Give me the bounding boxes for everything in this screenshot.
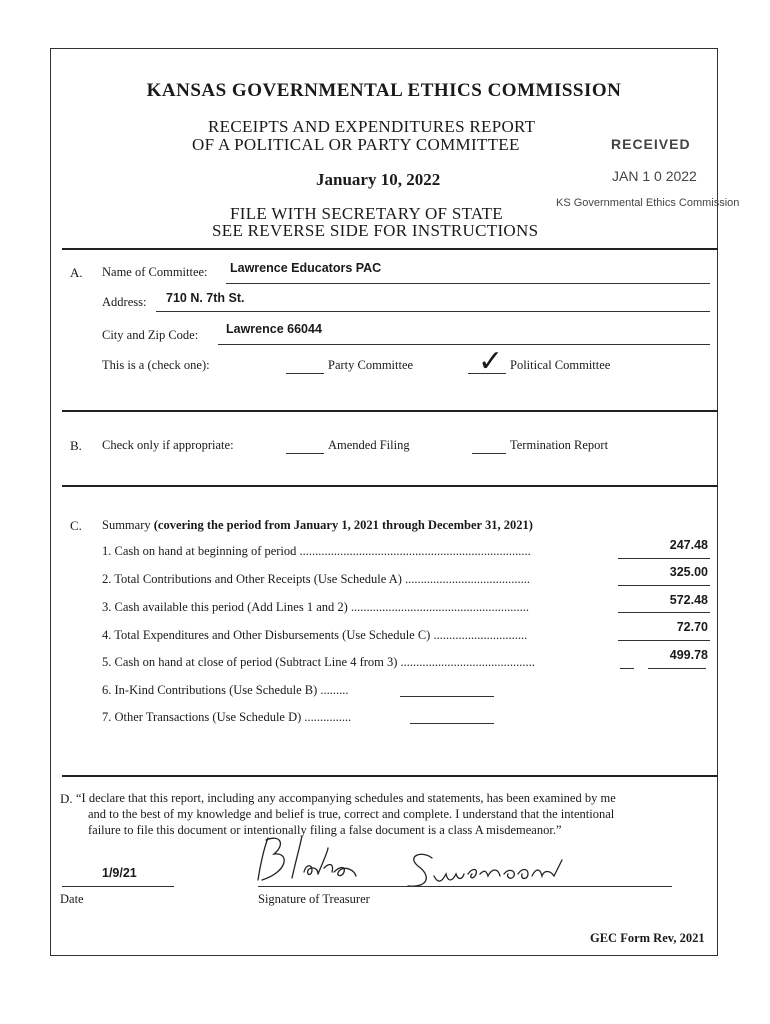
party-committee-checkbox[interactable]	[286, 373, 324, 374]
summary-line-6-label: 6. In-Kind Contributions (Use Schedule B) .........	[102, 683, 349, 697]
city-zip-line	[218, 344, 710, 345]
divider	[62, 248, 718, 250]
termination-report-label: Termination Report	[510, 438, 609, 452]
date-value[interactable]: 1/9/21	[102, 866, 137, 880]
summary-line-5-underline	[648, 668, 706, 669]
committee-name-label: Name of Committee:	[102, 265, 208, 279]
summary-line-5-underline-left	[620, 668, 634, 669]
summary-line-2-amount[interactable]: 325.00	[669, 565, 708, 579]
committee-name-value[interactable]: Lawrence Educators PAC	[230, 261, 382, 275]
summary-line-4-amount[interactable]: 72.70	[676, 620, 708, 634]
section-b-letter: B.	[70, 438, 82, 453]
report-title-line2: OF A POLITICAL OR PARTY COMMITTEE	[192, 135, 520, 154]
declaration-line-3: failure to file this document or intentionally filing a false document is a class A misdemeanor.”	[88, 823, 562, 837]
termination-report-checkbox[interactable]	[472, 453, 506, 454]
summary-line-2-label: 2. Total Contributions and Other Receipts (Use Schedule A) ........................................	[102, 572, 531, 586]
section-a-letter: A.	[70, 265, 83, 280]
divider	[62, 410, 718, 412]
summary-line-4-label: 4. Total Expenditures and Other Disbursements (Use Schedule C) ..............................	[102, 628, 528, 642]
summary-line-1-label: 1. Cash on hand at beginning of period ..........................................................................	[102, 544, 531, 558]
summary-line-5-amount[interactable]: 499.78	[669, 648, 708, 662]
signature-label: Signature of Treasurer	[258, 892, 370, 906]
declaration-line-1: “I declare that this report, including any accompanying schedules and statements, has been examined by me	[76, 791, 616, 805]
received-stamp-date: JAN 1 0 2022	[612, 168, 697, 184]
check-if-appropriate-label: Check only if appropriate:	[102, 438, 234, 452]
date-line	[62, 886, 174, 887]
summary-period: (covering the period from January 1, 2021 through December 31, 2021)	[153, 518, 533, 532]
received-stamp: RECEIVED	[611, 136, 691, 152]
address-value[interactable]: 710 N. 7th St.	[166, 291, 245, 305]
date-label: Date	[60, 892, 84, 906]
report-date: January 10, 2022	[316, 170, 441, 189]
file-with: FILE WITH SECRETARY OF STATE	[230, 204, 503, 223]
summary-line-5-label: 5. Cash on hand at close of period (Subtract Line 4 from 3) ...........................................	[102, 655, 535, 669]
instructions-note: SEE REVERSE SIDE FOR INSTRUCTIONS	[212, 221, 539, 240]
summary-line-7-label: 7. Other Transactions (Use Schedule D) ...............	[102, 710, 352, 724]
amended-filing-checkbox[interactable]	[286, 453, 324, 454]
committee-name-line	[226, 283, 710, 284]
committee-type-label: This is a (check one):	[102, 358, 210, 372]
summary-line-4-underline	[618, 640, 710, 641]
summary-line-3-label: 3. Cash available this period (Add Lines 1 and 2) .........................................................	[102, 600, 530, 614]
report-title-line1: RECEIPTS AND EXPENDITURES REPORT	[208, 117, 536, 136]
city-zip-label: City and Zip Code:	[102, 328, 199, 342]
summary-line-3-underline	[618, 612, 710, 613]
address-label: Address:	[102, 295, 147, 309]
summary-line-1-amount[interactable]: 247.48	[669, 538, 708, 552]
signature-text	[300, 840, 306, 841]
other-transactions-field[interactable]	[410, 723, 494, 724]
agency-title: KANSAS GOVERNMENTAL ETHICS COMMISSION	[146, 80, 622, 101]
amended-filing-label: Amended Filing	[328, 438, 410, 452]
summary-line-3-amount[interactable]: 572.48	[669, 593, 708, 607]
summary-line-1-underline	[618, 558, 710, 559]
address-line	[156, 311, 710, 312]
political-committee-label: Political Committee	[510, 358, 611, 372]
check-mark-icon: ✓	[478, 344, 504, 379]
city-zip-value[interactable]: Lawrence 66044	[226, 322, 322, 336]
declaration-line-2: and to the best of my knowledge and belief is true, correct and complete. I understand that the intentional	[88, 807, 615, 821]
divider	[62, 485, 718, 487]
summary-line-2-underline	[618, 585, 710, 586]
party-committee-label: Party Committee	[328, 358, 414, 372]
divider	[62, 775, 718, 777]
signature-line	[258, 886, 672, 887]
treasurer-signature	[236, 830, 636, 890]
section-d-letter: D.	[60, 791, 73, 806]
summary-title	[102, 518, 533, 533]
section-c-letter: C.	[70, 518, 82, 533]
in-kind-contributions-field[interactable]	[400, 696, 494, 697]
form-id: GEC Form Rev, 2021	[590, 931, 705, 945]
received-stamp-agency: KS Governmental Ethics Commission	[556, 197, 740, 209]
summary-prefix: Summary	[102, 518, 151, 532]
